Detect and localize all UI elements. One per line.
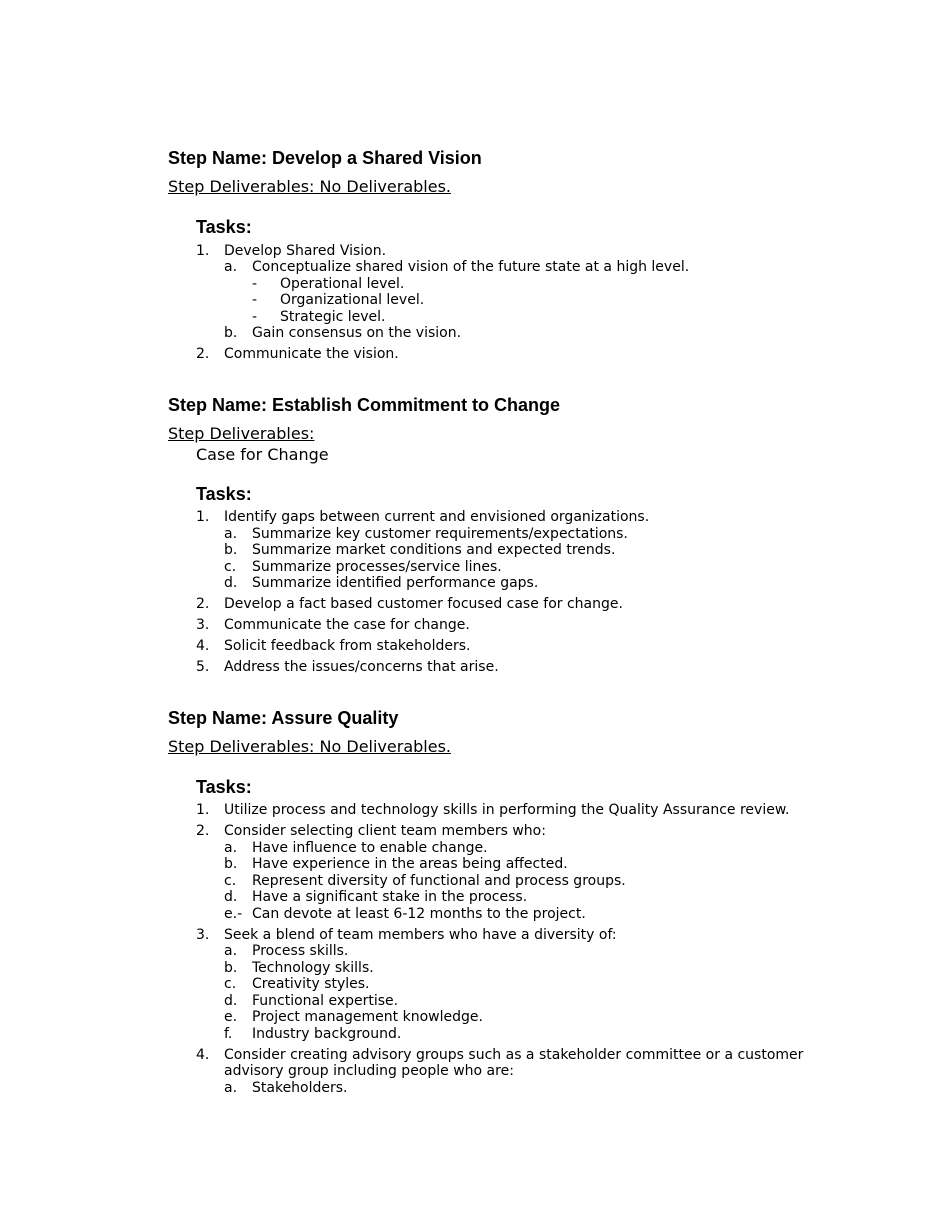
task-item [196, 1046, 848, 1097]
task-text: Develop Shared Vision. [224, 242, 387, 259]
subtask-item [224, 259, 848, 276]
sub-subtask-item [252, 275, 848, 293]
task-number: 1. [196, 802, 210, 818]
deliverable-item: Case for Change [196, 444, 329, 464]
tasks-heading: Tasks: [196, 776, 252, 797]
task-number: 3. [196, 617, 210, 633]
task-item [196, 509, 848, 592]
subtask-marker: a. [224, 1079, 238, 1096]
step-deliverables-label: Step Deliverables: No Deliverables. [168, 177, 451, 196]
subtask-text: Have experience in the areas being affected. [252, 856, 568, 872]
subtask-item [224, 905, 848, 923]
subtask-marker: a. [224, 525, 238, 542]
sub-subtask-text: Strategic level. [280, 308, 386, 325]
task-number: 2. [196, 346, 210, 362]
step-section [168, 393, 848, 676]
tasks-heading: Tasks: [196, 217, 252, 237]
task-number: 2. [196, 596, 210, 612]
task-item [196, 823, 848, 922]
subtask-item [224, 542, 848, 559]
bullet-dash: - [252, 275, 258, 292]
task-text: Solicit feedback from stakeholders. [224, 638, 471, 654]
step-section [168, 706, 848, 1097]
subtask-item [224, 1009, 848, 1026]
subtask-text: Gain consensus on the vision. [252, 325, 462, 341]
task-item [196, 617, 848, 634]
task-text: Seek a blend of team members who have a diversity of: [224, 926, 617, 943]
subtask-marker: a. [224, 259, 238, 275]
subtask-text: Summarize market conditions and expected trends. [252, 542, 616, 558]
subtask-item [224, 839, 848, 857]
task-item [196, 346, 848, 363]
subtask-text: Have influence to enable change. [252, 839, 488, 856]
subtask-item [224, 959, 848, 977]
subtask-item [224, 325, 848, 342]
subtask-item [224, 1025, 848, 1043]
sub-subtask-text: Organizational level. [280, 292, 425, 308]
subtask-marker: a. [224, 943, 238, 959]
subtask-text: Have a significant stake in the process. [252, 889, 528, 905]
subtask-marker: d. [224, 992, 238, 1009]
subtask-text: Project management knowledge. [252, 1009, 483, 1025]
task-text: Develop a fact based customer focused case for change. [224, 596, 623, 612]
step-deliverables-label: Step Deliverables: [168, 423, 315, 443]
document-page [168, 146, 848, 1096]
sub-subtask-text: Operational level. [280, 275, 405, 292]
subtask-text: Summarize key customer requirements/expectations. [252, 525, 628, 542]
step-title: Step Name: Assure Quality [168, 707, 399, 728]
subtask-text: Summarize identified performance gaps. [252, 575, 539, 591]
bullet-dash: - [252, 308, 258, 325]
subtask-item [224, 558, 848, 576]
task-text: Utilize process and technology skills in performing the Quality Assurance review. [224, 802, 790, 818]
tasks-heading: Tasks: [196, 483, 252, 504]
subtask-text: Industry background. [252, 1025, 402, 1042]
subtask-marker: d. [224, 575, 238, 591]
subtask-marker: e.- [224, 905, 243, 922]
task-number: 2. [196, 823, 210, 839]
task-number: 4. [196, 1046, 210, 1063]
subtask-item [224, 992, 848, 1010]
task-text: Identify gaps between current and envisioned organizations. [224, 509, 650, 525]
step-section [168, 146, 848, 363]
task-text: Communicate the vision. [224, 346, 399, 362]
subtask-marker: b. [224, 325, 238, 341]
step-title: Step Name: Establish Commitment to Change [168, 394, 561, 415]
sub-subtask-item [252, 292, 848, 309]
step-title: Step Name: Develop a Shared Vision [168, 148, 482, 168]
task-number: 1. [196, 509, 210, 525]
task-text: Consider creating advisory groups such as a stakeholder committee or a customer advisory group including people who are: [224, 1046, 804, 1079]
task-text: Address the issues/concerns that arise. [224, 659, 499, 675]
task-text: Consider selecting client team members who: [224, 823, 546, 839]
subtask-item [224, 889, 848, 906]
subtask-item [224, 976, 848, 993]
task-number: 4. [196, 638, 210, 654]
subtask-marker: e. [224, 1009, 238, 1025]
task-item [196, 242, 848, 342]
subtask-item [224, 575, 848, 592]
task-number: 5. [196, 659, 210, 675]
task-item [196, 926, 848, 1043]
task-number: 1. [196, 242, 210, 259]
subtask-item [224, 1079, 848, 1097]
subtask-item [224, 525, 848, 543]
subtask-text: Represent diversity of functional and process groups. [252, 872, 626, 889]
subtask-text: Process skills. [252, 943, 349, 959]
subtask-text: Stakeholders. [252, 1079, 348, 1096]
task-number: 3. [196, 926, 210, 943]
subtask-marker: c. [224, 558, 237, 575]
task-text: Communicate the case for change. [224, 617, 470, 633]
task-item [196, 659, 848, 676]
subtask-text: Conceptualize shared vision of the future state at a high level. [252, 259, 690, 275]
subtask-marker: a. [224, 839, 238, 856]
subtask-marker: b. [224, 959, 238, 976]
task-item [196, 802, 848, 819]
task-item [196, 596, 848, 613]
step-deliverables-label: Step Deliverables: No Deliverables. [168, 736, 451, 756]
subtask-text: Summarize processes/service lines. [252, 558, 502, 575]
subtask-text: Functional expertise. [252, 992, 399, 1009]
subtask-item [224, 943, 848, 960]
subtask-text: Can devote at least 6-12 months to the project. [252, 905, 586, 922]
subtask-marker: f. [224, 1025, 233, 1042]
subtask-item [224, 856, 848, 873]
sub-subtask-item [252, 308, 848, 326]
subtask-text: Creativity styles. [252, 976, 370, 992]
subtask-marker: b. [224, 856, 238, 872]
subtask-marker: d. [224, 889, 238, 905]
subtask-marker: b. [224, 542, 238, 558]
subtask-text: Technology skills. [252, 959, 374, 976]
subtask-marker: c. [224, 872, 237, 889]
subtask-item [224, 872, 848, 890]
subtask-marker: c. [224, 976, 237, 992]
bullet-dash: - [252, 292, 258, 308]
task-item [196, 638, 848, 655]
